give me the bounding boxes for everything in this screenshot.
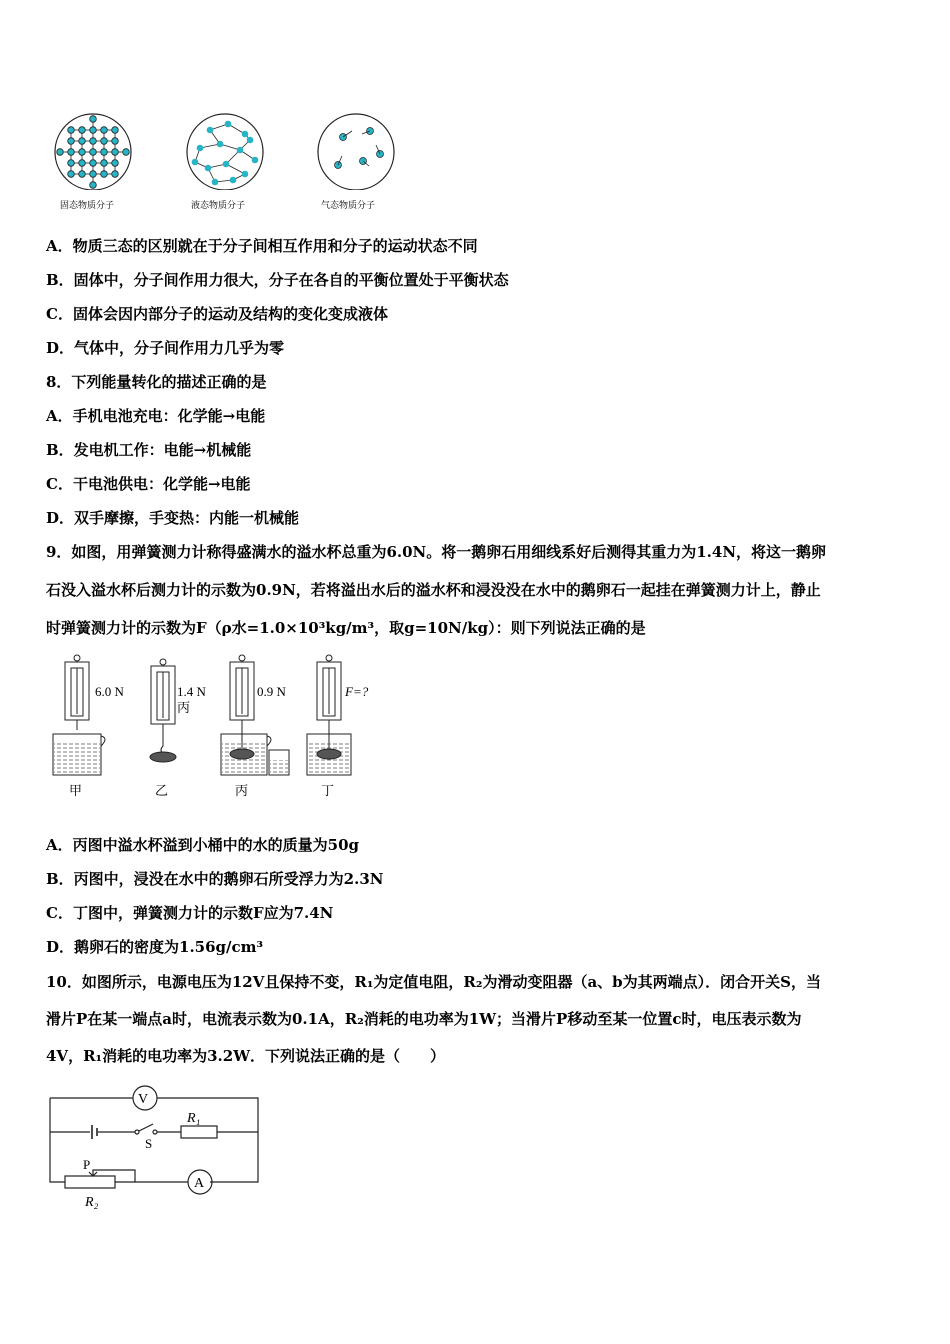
solid-molecules-diagram bbox=[55, 114, 131, 190]
q9-stem-line-2: 石没入溢水杯后测力计的示数为0.9N，若将溢出水后的溢水杯和浸没没在水中的鹅卵石一起挂在弹簧测力计上，静止 bbox=[46, 581, 821, 599]
q10-stem-line-1: 10．如图所示，电源电压为12V且保持不变，R₁为定值电阻，R₂为滑动变阻器（a、b为其两端点）．闭合开关S，当 bbox=[46, 973, 822, 991]
caption-ding: 丁 bbox=[321, 783, 335, 798]
scale-jia bbox=[53, 655, 105, 775]
q7-option-b: B．固体中，分子间作用力很大，分子在各自的平衡位置处于平衡状态 bbox=[46, 271, 509, 289]
states-of-matter-figure bbox=[50, 110, 400, 215]
q7-option-d: D．气体中，分子间作用力几乎为零 bbox=[46, 339, 285, 357]
reading-ding: F=? bbox=[345, 684, 369, 699]
q9-option-a: A．丙图中溢水杯溢到小桶中的水的质量为50g bbox=[46, 836, 360, 854]
slider-label: P bbox=[83, 1157, 91, 1172]
q8-option-a: A．手机电池充电：化学能→电能 bbox=[46, 407, 266, 425]
circuit-drawing bbox=[45, 1082, 275, 1212]
ammeter-label: A bbox=[194, 1176, 205, 1191]
gas-caption: 气态物质分子 bbox=[321, 201, 376, 211]
spring-scale-drawing bbox=[45, 650, 405, 800]
q8-option-d: D．双手摩擦，手变热：内能一机械能 bbox=[46, 509, 300, 527]
gas-molecules-diagram bbox=[318, 114, 394, 190]
q9-option-d: D．鹅卵石的密度为1.56g/cm³ bbox=[46, 938, 264, 956]
reading-yi: 1.4 N bbox=[177, 684, 206, 699]
switch-label: S bbox=[145, 1136, 153, 1151]
circuit-figure bbox=[45, 1082, 275, 1212]
q9-stem-line-1: 9．如图，用弹簧测力计称得盛满水的溢水杯总重为6.0N。将一鹅卵石用细线系好后测得其重力为1.4N，将这一鹅卵 bbox=[46, 543, 827, 561]
reading-bing: 0.9 N bbox=[257, 684, 286, 699]
solid-caption: 固态物质分子 bbox=[60, 201, 115, 211]
reading-jia: 6.0 N bbox=[95, 684, 124, 699]
caption-bing: 丙 bbox=[235, 783, 249, 798]
scale-bing bbox=[221, 655, 289, 775]
voltmeter-label: V bbox=[138, 1092, 149, 1107]
caption-jia: 甲 bbox=[69, 783, 83, 798]
r2-label: R₂ bbox=[85, 1195, 99, 1210]
spring-scale-figure bbox=[45, 650, 405, 800]
q8-option-c: C．干电池供电：化学能→电能 bbox=[46, 475, 251, 493]
q7-option-c: C．固体会因内部分子的运动及结构的变化变成液体 bbox=[46, 305, 388, 323]
scale-yi bbox=[150, 659, 176, 762]
r1-label: R₁ bbox=[187, 1111, 201, 1126]
q9-option-c: C．丁图中，弹簧测力计的示数F应为7.4N bbox=[46, 904, 334, 922]
q10-stem-line-2: 滑片P在某一端点a时，电流表示数为0.1A，R₂消耗的电功率为1W；当滑片P移动至某一位置c时，电压表示数为 bbox=[46, 1010, 802, 1028]
q8-option-b: B．发电机工作：电能→机械能 bbox=[46, 441, 252, 459]
q10-stem-line-3: 4V，R₁消耗的电功率为3.2W．下列说法正确的是（ ） bbox=[46, 1047, 446, 1065]
reading-inner-label: 丙 bbox=[177, 700, 191, 715]
states-of-matter-drawing bbox=[50, 110, 400, 190]
liquid-molecules-diagram bbox=[187, 114, 263, 190]
q8-stem: 8．下列能量转化的描述正确的是 bbox=[46, 373, 267, 391]
liquid-caption: 液态物质分子 bbox=[191, 201, 246, 211]
q9-stem-line-3: 时弹簧测力计的示数为F（ρ水=1.0×10³kg/m³，取g=10N/kg）：则下列说法正确的是 bbox=[46, 619, 646, 637]
caption-yi: 乙 bbox=[155, 783, 169, 798]
q7-option-a: A．物质三态的区别就在于分子间相互作用和分子的运动状态不同 bbox=[46, 237, 478, 255]
scale-ding bbox=[307, 655, 351, 775]
q9-option-b: B．丙图中，浸没在水中的鹅卵石所受浮力为2.3N bbox=[46, 870, 384, 888]
